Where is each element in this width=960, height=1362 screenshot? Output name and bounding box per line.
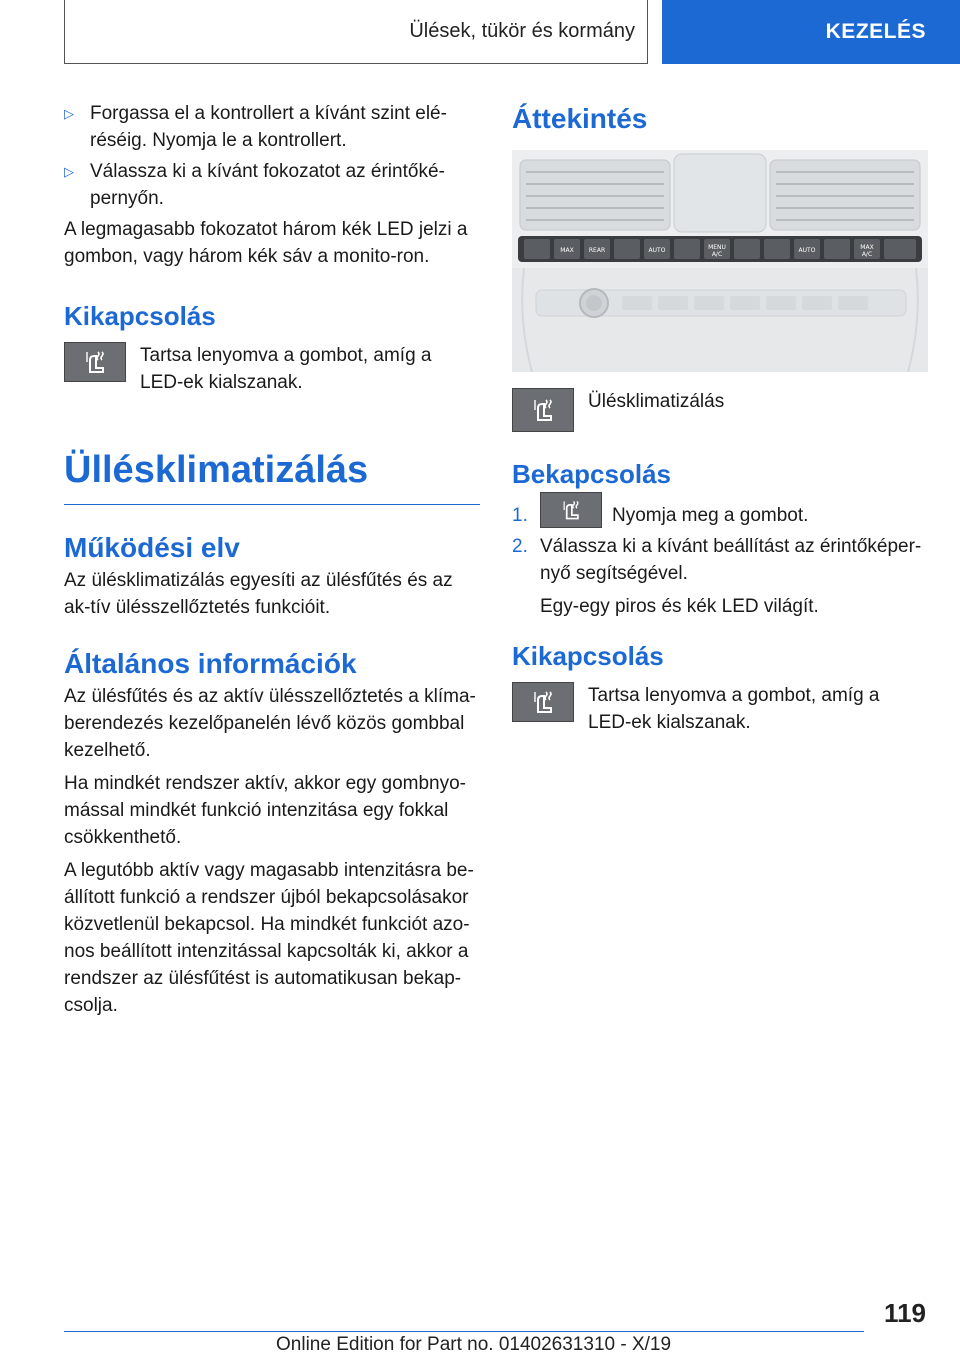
step-text: Válassza ki a kívánt beállítást az érintőképer-nyő segítségével. [540, 536, 922, 584]
photo-caption: Ülésklimatizálás [588, 391, 725, 412]
chapter-label: KEZELÉS [825, 20, 926, 43]
photo-label: MENU [708, 244, 726, 251]
photo-label: MAX [560, 247, 574, 254]
step-number: 2. [512, 536, 528, 557]
header-section-title [64, 0, 648, 64]
bullet-marker: ▷ [64, 164, 74, 179]
photo-label: MAX [860, 244, 874, 251]
seat-climate-icon [64, 342, 126, 382]
bullet-marker: ▷ [64, 106, 74, 121]
bullet-text: Válassza ki a kívánt fokozatot az érintőké-pernyőn. [90, 161, 445, 209]
step-note: Egy-egy piros és kék LED világít. [540, 596, 819, 617]
caption-row [512, 388, 928, 432]
photo-label: AUTO [648, 247, 666, 254]
section-title: Ülések, tükör és kormány [409, 20, 635, 42]
altalanos-paragraph-3: A legutóbb aktív vagy magasabb intenzitásra be-állított funkció a rendszer újból bekapcsolásakor közvetlenül bekapcsol. Ha mindkét funkciót azo-nos beállított intenzitással kapcsolták ki, akkor a rendszer az ülésfűtést is automatikusan bekap-csolja. [64, 860, 474, 1016]
seat-climate-icon [512, 682, 574, 722]
list-item [512, 502, 928, 529]
heading-altalanos: Általános információk [64, 648, 357, 679]
kikapcsolas-text-right: Tartsa lenyomva a gombot, amíg a LED-ek kialszanak. [588, 685, 880, 733]
heading-attekintes: Áttekintés [512, 103, 648, 134]
step-number: 1. [512, 505, 528, 526]
footer-divider [64, 1331, 864, 1332]
title-divider [64, 504, 480, 505]
climate-panel-illustration [512, 150, 928, 372]
step-text: Nyomja meg a gombot. [612, 505, 809, 526]
photo-label: REAR [588, 247, 606, 254]
kikapcsolas-row-right [512, 682, 928, 736]
left-column [64, 100, 480, 1019]
kikapcsolas-row [64, 342, 480, 396]
photo-label: A/C [861, 251, 873, 258]
photo-label: AUTO [798, 247, 816, 254]
footer-edition: Online Edition for Part no. 01402631310 - X/19 [276, 1334, 672, 1355]
mukodesi-text: Az ülésklimatizálás egyesíti az ülésfűtés és az ak-tív ülésszellőztetés funkcióit. [64, 570, 453, 618]
page-title: Üllésklimatizálás [64, 449, 369, 491]
list-item [512, 533, 928, 587]
header-chapter-tab [662, 0, 960, 64]
heading-bekapcsolas: Bekapcsolás [512, 459, 671, 489]
right-column [512, 100, 928, 736]
page-number: 119 [884, 1298, 926, 1328]
heading-mukodesi-elv: Működési elv [64, 532, 240, 563]
intro-paragraph: A legmagasabb fokozatot három kék LED jelzi a gombon, vagy három kék sáv a monito-ron. [64, 219, 468, 267]
heading-kikapcsolas: Kikapcsolás [64, 301, 216, 331]
list-item [34, 158, 480, 212]
altalanos-paragraph-1: Az ülésfűtés és az aktív ülésszellőztetés a klíma-berendezés kezelőpanelén lévő közös gombbal kezelhető. [64, 686, 476, 761]
climate-panel-photo [512, 150, 928, 372]
list-item [34, 100, 480, 154]
seat-climate-icon [540, 492, 602, 528]
seat-climate-icon [512, 388, 574, 432]
altalanos-paragraph-2: Ha mindkét rendszer aktív, akkor egy gombnyo-mással mindkét funkció intenzitása egy fokkal csökkenthető. [64, 773, 466, 848]
photo-label: A/C [711, 251, 723, 258]
bullet-text: Forgassa el a kontrollert a kívánt szint elé-réséig. Nyomja le a kontrollert. [90, 103, 447, 151]
heading-kikapcsolas-right: Kikapcsolás [512, 641, 664, 671]
kikapcsolas-text: Tartsa lenyomva a gombot, amíg a LED-ek kialszanak. [140, 345, 432, 393]
